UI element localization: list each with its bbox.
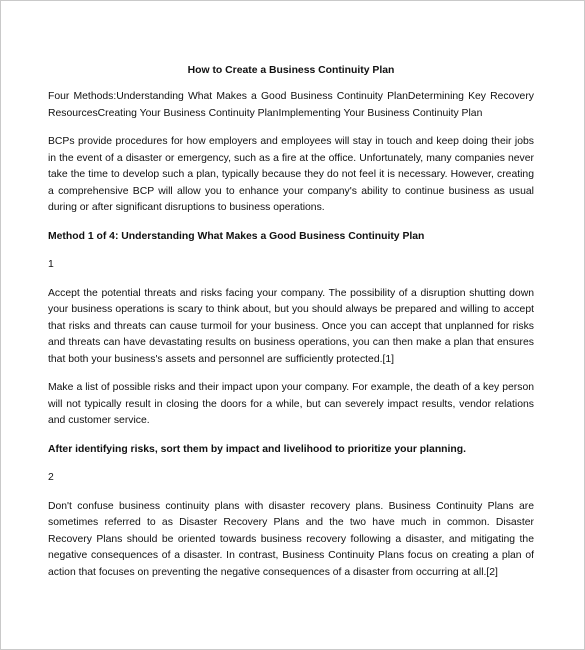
method-heading: Method 1 of 4: Understanding What Makes a Good Business Continuity Plan [48, 230, 425, 242]
document-title: How to Create a Business Continuity Plan [187, 65, 395, 76]
document-body [48, 63, 534, 593]
step1-paragraph-list-risks: Make a list of possible risks and their impact upon your company. For example, the death of a key person will not typically result in closing the doors for a while, but can severely impact results, vendor relations and customer service. [48, 382, 534, 426]
methods-line: Four Methods:Understanding What Makes a Good Business Continuity PlanDetermining Key Recovery ResourcesCreating Your Business Continuity PlanImplementing Your Business Continuity Plan [48, 91, 534, 119]
step1-bold-tip: After identifying risks, sort them by impact and livelihood to prioritize your planning. [48, 443, 466, 455]
step-number-2: 2 [48, 472, 54, 483]
intro-paragraph: BCPs provide procedures for how employers and employees will stay in touch and keep doing their jobs in the event of a disaster or emergency, such as a fire at the office. Unfortunately, many companies never take the time to develop such a plan, typically because they do not feel it is necessary. However, creating a comprehensive BCP will allow you to enhance your company's ability to continue business as usual during or after significant disruptions to business operations. [48, 136, 534, 213]
step2-paragraph-bcp-vs-drp: Don't confuse business continuity plans with disaster recovery plans. Business Continuity Plans are sometimes referred to as Disaster Recovery Plans and the two have much in common. Disaster Recovery Plans should be oriented towards business recovery following a disaster, and mitigating the negative consequences of a disaster. In contrast, Business Continuity Plans focus on creating a plan of action that focuses on preventing the negative consequences of a disaster from occurring at all.[2] [48, 500, 534, 578]
step-number-1: 1 [48, 259, 54, 270]
step1-paragraph-accept-risks: Accept the potential threats and risks facing your company. The possibility of a disruption shutting down your business operations is scary to think about, but you should always be prepared and willing to accept that risks and threats can cause turmoil for your business. Once you can accept that unplanned for risks and threats can have devastating results on business operations, you can then make a plan that ensures that both your business's assets and personnel are sufficiently protected.[1] [48, 287, 534, 365]
